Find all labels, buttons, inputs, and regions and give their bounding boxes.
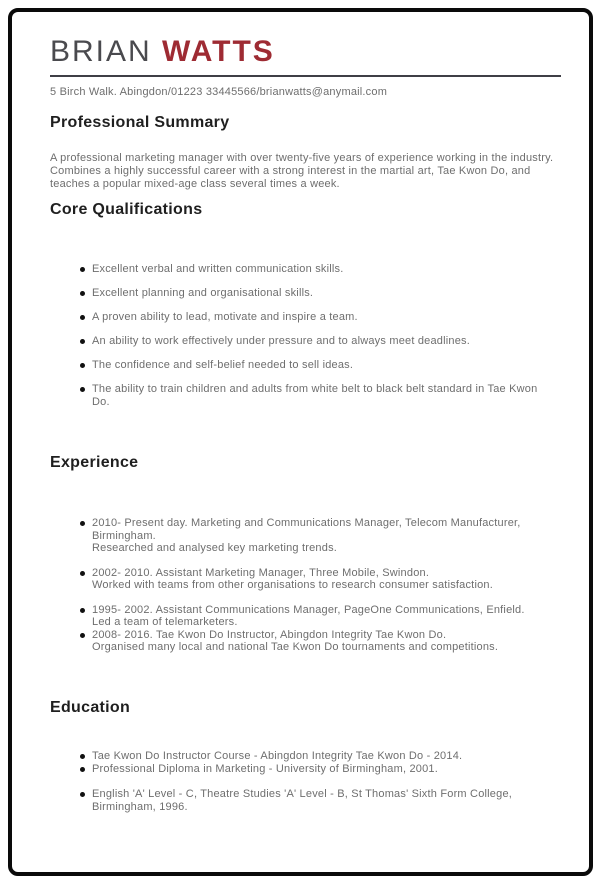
section-heading-core-qualifications: Core Qualifications [50, 200, 203, 218]
list-item: Excellent planning and organisational skills. [80, 287, 550, 300]
section-heading-education: Education [50, 698, 131, 716]
section-professional-summary [50, 113, 561, 191]
list-item: The confidence and self-belief needed to sell ideas. [80, 359, 550, 372]
experience-detail: Led a team of telemarketers. [92, 616, 238, 629]
list-item [80, 517, 550, 555]
experience-detail: Researched and analysed key marketing trends. [92, 542, 338, 555]
education-list [80, 750, 550, 814]
experience-title: 2010- Present day. Marketing and Communications Manager, Telecom Manufacturer, Birmingham. [92, 517, 521, 542]
experience-detail: Organised many local and national Tae Kwon Do tournaments and competitions. [92, 641, 499, 654]
list-item: An ability to work effectively under pressure and to always meet deadlines. [80, 335, 550, 348]
contact-line: 5 Birch Walk. Abingdon/01223 33445566/brianwatts@anymail.com [50, 85, 388, 98]
experience-list [80, 517, 550, 654]
resume-content [12, 12, 589, 814]
qualifications-list [80, 263, 550, 409]
last-name: WATTS [162, 35, 275, 68]
list-item [80, 629, 550, 654]
header [50, 36, 561, 98]
list-item: A proven ability to lead, motivate and inspire a team. [80, 311, 550, 324]
list-item: English 'A' Level - C, Theatre Studies 'A' Level - B, St Thomas' Sixth Form College, Birmingham, 1996. [80, 788, 550, 814]
experience-title: 1995- 2002. Assistant Communications Manager, PageOne Communications, Enfield. [92, 603, 525, 616]
section-heading-experience: Experience [50, 453, 139, 471]
list-item [80, 604, 550, 629]
section-heading-professional-summary: Professional Summary [50, 113, 230, 131]
section-education [50, 698, 561, 814]
name-title [50, 36, 561, 77]
experience-title: 2008- 2016. Tae Kwon Do Instructor, Abingdon Integrity Tae Kwon Do. [92, 628, 447, 641]
list-item: Tae Kwon Do Instructor Course - Abingdon Integrity Tae Kwon Do - 2014. [80, 750, 550, 763]
list-item: Professional Diploma in Marketing - University of Birmingham, 2001. [80, 763, 550, 776]
summary-paragraph: A professional marketing manager with over twenty-five years of experience working in the industry. Combines a highly successful career with a strong interest in the martial art, Tae Kwon Do, and teaches a popular mixed-age class several times a week. [50, 151, 554, 190]
experience-title: 2002- 2010. Assistant Marketing Manager, Three Mobile, Swindon. [92, 566, 430, 579]
list-item: The ability to train children and adults from white belt to black belt standard in Tae Kwon Do. [80, 383, 550, 409]
resume-page [8, 8, 593, 876]
section-experience [50, 453, 561, 654]
list-item: Excellent verbal and written communication skills. [80, 263, 550, 276]
section-core-qualifications [50, 200, 561, 409]
list-item [80, 567, 550, 592]
first-name: BRIAN [50, 35, 152, 68]
experience-detail: Worked with teams from other organisations to research consumer satisfaction. [92, 579, 493, 592]
